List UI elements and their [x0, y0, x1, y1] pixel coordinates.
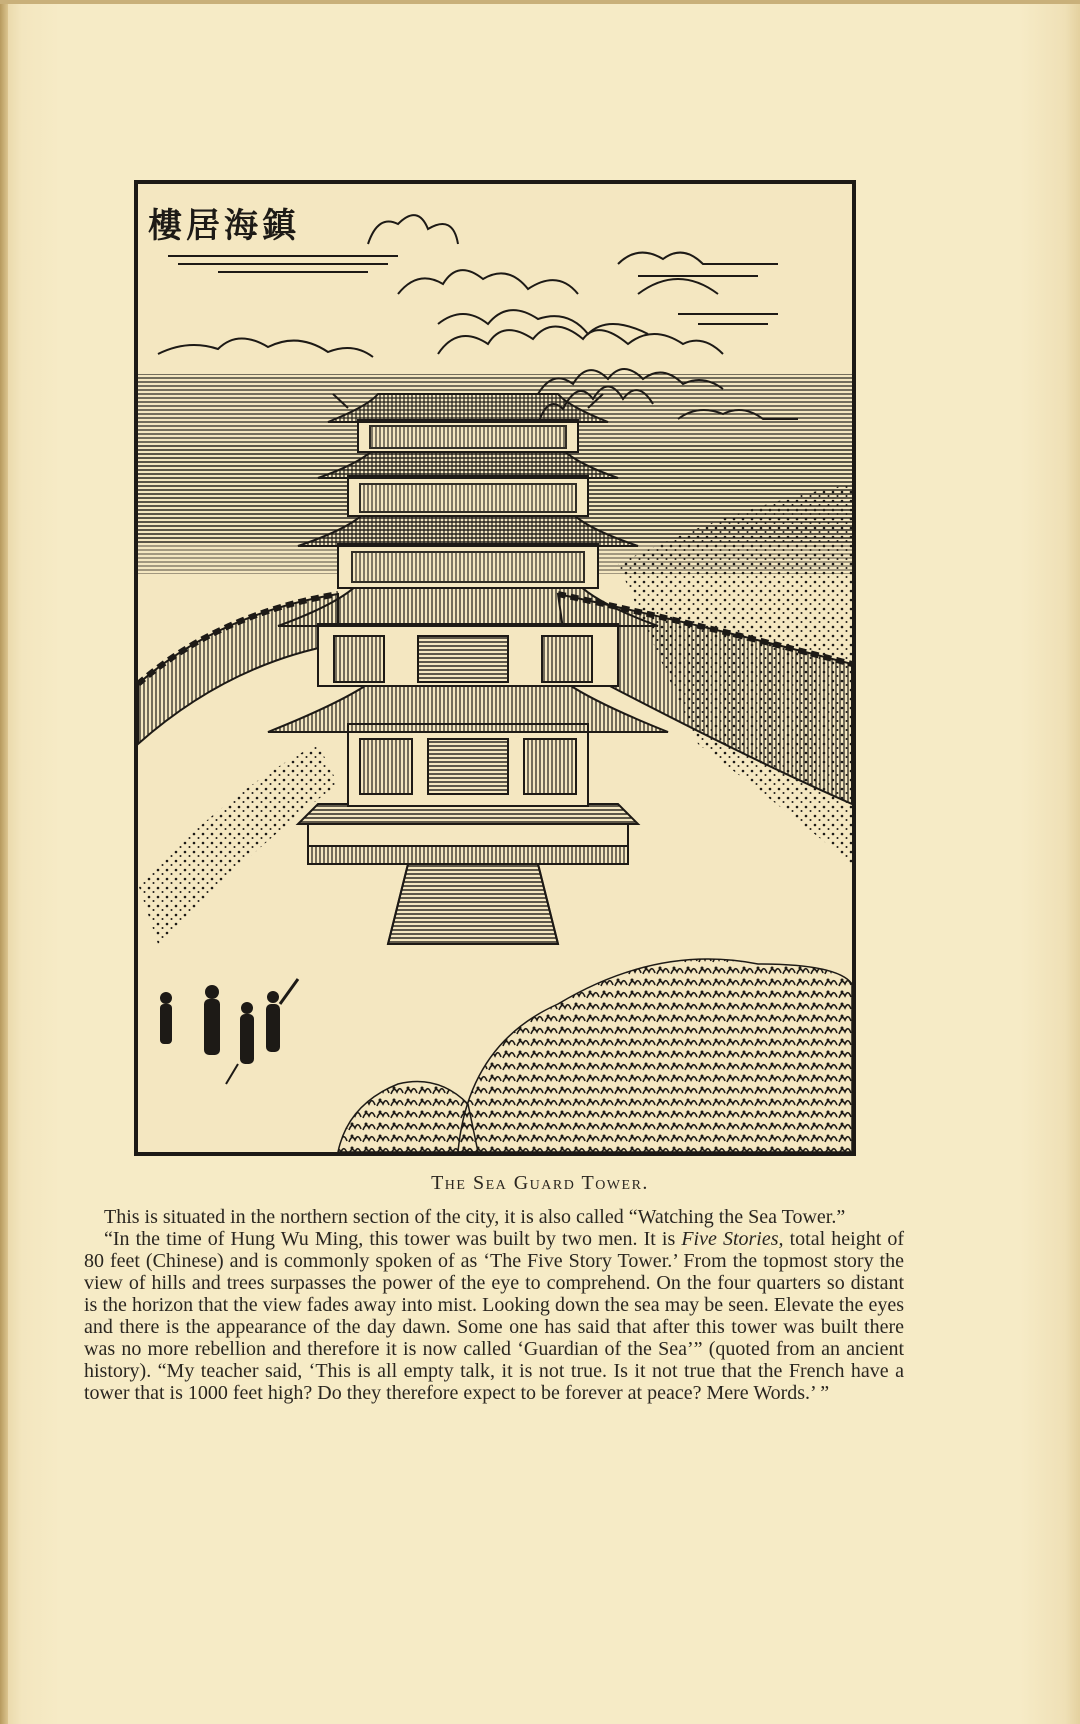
paragraph-2-start: “In the time of Hung Wu Ming, this tower was built by two men. It is: [104, 1228, 682, 1250]
plate-caption: The Sea Guard Tower.: [431, 1172, 649, 1194]
paragraph-2: [84, 1228, 904, 1404]
tower: [268, 394, 668, 944]
chinese-title: 樓居海鎮: [148, 206, 300, 246]
illustration-plate: [134, 180, 856, 1156]
figures: [160, 979, 298, 1084]
paragraph-2-rest: total height of 80 feet (Chinese) and is commonly spoken of as ‘The Five Story Tower.’ From the topmost story the view of hills and trees surpasses the power of the eye to comprehend. On the four quarters so distant is the horizon that the view fades away into mist. Looking down the sea may be seen. Elevate the eyes and there is the appearance of the day dawn. Some one has said that after this tower was built there was no more rebellion and therefore it is now called ‘Guardian of the Sea’” (quoted from an ancient history). “My teacher said, ‘This is all empty talk, it is not true. Is it not true that the French have a tower that is 1000 feet high? Do they therefore expect to be forever at peace? Mere Words.’ ”: [84, 1228, 905, 1404]
paragraph-2-italic: Five Stories,: [681, 1228, 784, 1250]
trees: [458, 959, 852, 1152]
body-text: [84, 1206, 904, 1404]
tower-illustration: [138, 184, 852, 1152]
page-edge-shadow: [0, 0, 8, 1724]
paragraph-1: This is situated in the northern section of the city, it is also called “Watching the Sea Tower.”: [104, 1206, 846, 1228]
page-top-edge: [0, 0, 1080, 4]
